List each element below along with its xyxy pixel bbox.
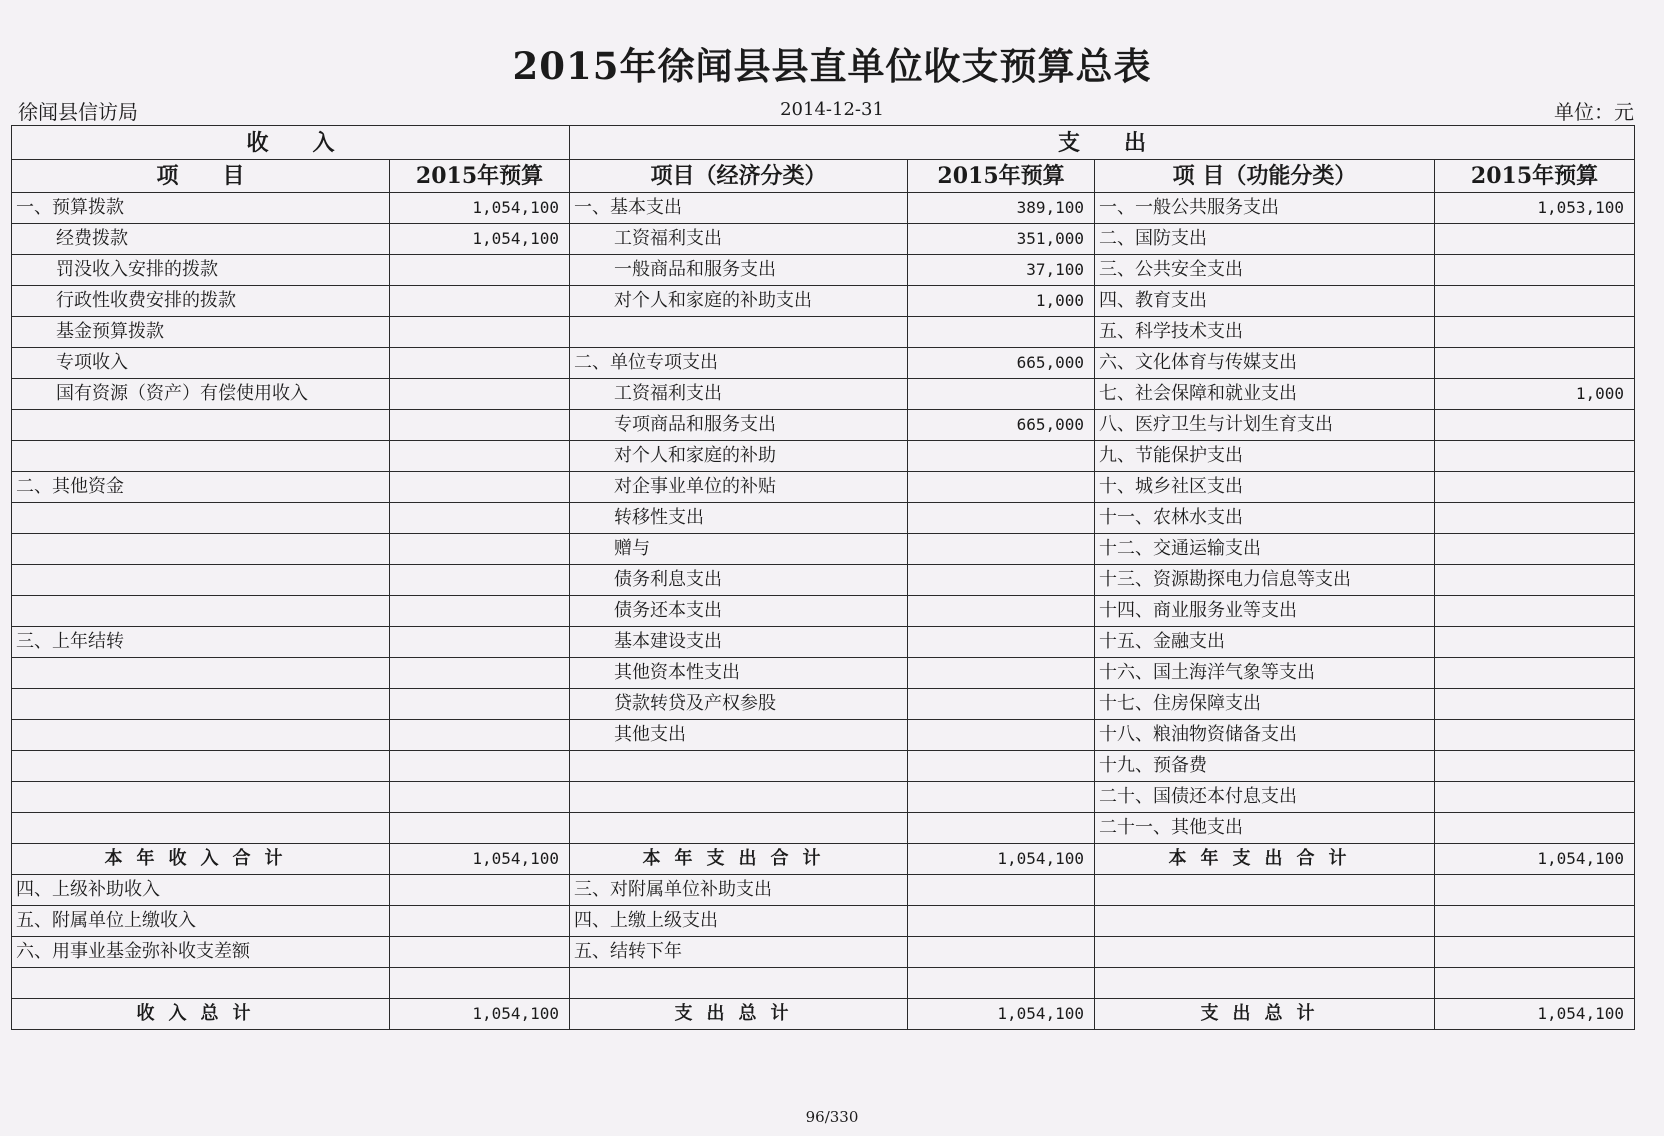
econ-budget-header: 2015年预算: [908, 160, 1095, 193]
table-row: [12, 596, 1635, 627]
income-item: 三、上年结转: [12, 627, 390, 658]
income-item: [12, 968, 390, 999]
econ-budget: 665,000: [908, 410, 1095, 441]
econ-budget: [908, 379, 1095, 410]
income-item: [12, 596, 390, 627]
table-row: [12, 875, 1635, 906]
table-row: [12, 255, 1635, 286]
page-title: 2015年徐闻县县直单位收支预算总表: [512, 44, 1152, 88]
econ-budget: [908, 813, 1095, 844]
header-row-columns: [12, 160, 1635, 193]
table-row: [12, 658, 1635, 689]
table-row: [12, 379, 1635, 410]
budget-table: [11, 125, 1635, 1030]
income-item: [12, 751, 390, 782]
grand-total-row-expense-label: 支出总计: [570, 999, 908, 1030]
econ-item: 基本建设支出: [570, 627, 908, 658]
income-budget: [390, 317, 570, 348]
func-budget: 1,053,100: [1435, 193, 1635, 224]
income-budget: [390, 875, 570, 906]
income-budget: [390, 565, 570, 596]
income-item: 一、预算拨款: [12, 193, 390, 224]
func-item: 五、科学技术支出: [1095, 317, 1435, 348]
income-budget: [390, 534, 570, 565]
income-budget: [390, 906, 570, 937]
econ-budget: [908, 534, 1095, 565]
econ-budget: [908, 596, 1095, 627]
table-row: [12, 410, 1635, 441]
income-budget: [390, 689, 570, 720]
econ-item: 对个人和家庭的补助: [570, 441, 908, 472]
econ-item: 专项商品和服务支出: [570, 410, 908, 441]
func-budget: [1435, 503, 1635, 534]
income-budget: [390, 348, 570, 379]
income-budget: [390, 813, 570, 844]
econ-budget: [908, 875, 1095, 906]
grand-total-row-expense-value: 1,054,100: [908, 999, 1095, 1030]
func-budget: [1435, 348, 1635, 379]
econ-item: 一般商品和服务支出: [570, 255, 908, 286]
currency-unit: 单位：元: [1554, 100, 1634, 124]
econ-budget: [908, 689, 1095, 720]
income-budget-header: 2015年预算: [390, 160, 570, 193]
income-budget: 1,054,100: [390, 224, 570, 255]
econ-budget: 37,100: [908, 255, 1095, 286]
func-budget: [1435, 286, 1635, 317]
econ-item: 三、对附属单位补助支出: [570, 875, 908, 906]
income-item: 五、附属单位上缴收入: [12, 906, 390, 937]
func-item: 三、公共安全支出: [1095, 255, 1435, 286]
econ-item: [570, 968, 908, 999]
func-budget: [1435, 255, 1635, 286]
func-item: 一、一般公共服务支出: [1095, 193, 1435, 224]
econ-item: [570, 317, 908, 348]
grand-total-row-income-value: 1,054,100: [390, 999, 570, 1030]
unit-name: 徐闻县信访局: [18, 100, 138, 124]
func-budget: [1435, 720, 1635, 751]
econ-item: 对个人和家庭的补助支出: [570, 286, 908, 317]
func-item: 十、城乡社区支出: [1095, 472, 1435, 503]
income-budget: [390, 503, 570, 534]
func-item: 二十一、其他支出: [1095, 813, 1435, 844]
income-item: 专项收入: [12, 348, 390, 379]
income-item-header: 项 目: [12, 160, 390, 193]
grand-total-row-income-label: 收入总计: [12, 999, 390, 1030]
func-budget: 1,000: [1435, 379, 1635, 410]
income-budget: [390, 441, 570, 472]
econ-budget: 389,100: [908, 193, 1095, 224]
func-budget: [1435, 441, 1635, 472]
econ-item-header: 项目（经济分类）: [570, 160, 908, 193]
table-row: [12, 937, 1635, 968]
income-budget: [390, 472, 570, 503]
econ-budget: [908, 441, 1095, 472]
report-date: 2014-12-31: [780, 99, 884, 120]
econ-budget: 351,000: [908, 224, 1095, 255]
func-item: [1095, 937, 1435, 968]
grand-total-row-func-value: 1,054,100: [1435, 999, 1635, 1030]
income-item: [12, 658, 390, 689]
func-item: 八、医疗卫生与计划生育支出: [1095, 410, 1435, 441]
econ-item: 债务利息支出: [570, 565, 908, 596]
income-item: 罚没收入安排的拨款: [12, 255, 390, 286]
income-item: 经费拨款: [12, 224, 390, 255]
econ-item: 五、结转下年: [570, 937, 908, 968]
econ-item: 对企事业单位的补贴: [570, 472, 908, 503]
income-item: [12, 720, 390, 751]
income-item: 四、上级补助收入: [12, 875, 390, 906]
econ-item: 债务还本支出: [570, 596, 908, 627]
expense-header: 支 出: [570, 126, 1635, 160]
income-item: 行政性收费安排的拨款: [12, 286, 390, 317]
income-item: 六、用事业基金弥补收支差额: [12, 937, 390, 968]
econ-budget: [908, 782, 1095, 813]
subtotal-row-func-label: 本年支出合计: [1095, 844, 1435, 875]
table-row: [12, 224, 1635, 255]
func-item: 二、国防支出: [1095, 224, 1435, 255]
table-row: [12, 968, 1635, 999]
grand-total-row: [12, 999, 1635, 1030]
income-budget: [390, 410, 570, 441]
econ-item: 其他资本性支出: [570, 658, 908, 689]
income-budget: [390, 658, 570, 689]
table-row: [12, 317, 1635, 348]
income-budget: [390, 782, 570, 813]
table-row: [12, 472, 1635, 503]
income-budget: [390, 286, 570, 317]
subtotal-row-income-value: 1,054,100: [390, 844, 570, 875]
table-row: [12, 720, 1635, 751]
func-item: 十二、交通运输支出: [1095, 534, 1435, 565]
func-item: 六、文化体育与传媒支出: [1095, 348, 1435, 379]
func-budget: [1435, 317, 1635, 348]
func-item: [1095, 875, 1435, 906]
income-budget: [390, 379, 570, 410]
table-row: [12, 565, 1635, 596]
func-budget: [1435, 224, 1635, 255]
income-item: [12, 813, 390, 844]
table-row: [12, 813, 1635, 844]
func-budget: [1435, 937, 1635, 968]
func-item: 七、社会保障和就业支出: [1095, 379, 1435, 410]
func-budget: [1435, 472, 1635, 503]
income-item: [12, 534, 390, 565]
func-budget: [1435, 968, 1635, 999]
page-number: 96/330: [805, 1108, 859, 1126]
econ-item: 转移性支出: [570, 503, 908, 534]
func-item: 十五、金融支出: [1095, 627, 1435, 658]
table-row: [12, 348, 1635, 379]
func-item: 十三、资源勘探电力信息等支出: [1095, 565, 1435, 596]
econ-item: 工资福利支出: [570, 224, 908, 255]
func-budget: [1435, 565, 1635, 596]
func-budget: [1435, 596, 1635, 627]
table-row: [12, 689, 1635, 720]
func-budget: [1435, 627, 1635, 658]
income-item: 国有资源（资产）有偿使用收入: [12, 379, 390, 410]
econ-item: 其他支出: [570, 720, 908, 751]
income-header: 收 入: [12, 126, 570, 160]
func-budget: [1435, 658, 1635, 689]
table-row: [12, 441, 1635, 472]
subtotal-row-func-value: 1,054,100: [1435, 844, 1635, 875]
func-item: 九、节能保护支出: [1095, 441, 1435, 472]
func-item: 十四、商业服务业等支出: [1095, 596, 1435, 627]
table-row: [12, 782, 1635, 813]
table-row: [12, 193, 1635, 224]
econ-budget: [908, 503, 1095, 534]
income-item: 二、其他资金: [12, 472, 390, 503]
income-item: [12, 503, 390, 534]
econ-item: [570, 751, 908, 782]
table-row: [12, 751, 1635, 782]
func-item: 十七、住房保障支出: [1095, 689, 1435, 720]
econ-budget: 1,000: [908, 286, 1095, 317]
econ-budget: [908, 906, 1095, 937]
table-row: [12, 627, 1635, 658]
subtotal-row-expense-value: 1,054,100: [908, 844, 1095, 875]
func-budget: [1435, 875, 1635, 906]
econ-budget: [908, 751, 1095, 782]
econ-item: 一、基本支出: [570, 193, 908, 224]
func-budget: [1435, 813, 1635, 844]
income-item: [12, 441, 390, 472]
econ-budget: 665,000: [908, 348, 1095, 379]
subtotal-row: [12, 844, 1635, 875]
func-item: [1095, 968, 1435, 999]
func-item: 四、教育支出: [1095, 286, 1435, 317]
econ-item: 二、单位专项支出: [570, 348, 908, 379]
econ-budget: [908, 627, 1095, 658]
econ-budget: [908, 565, 1095, 596]
subtotal-row-income-label: 本年收入合计: [12, 844, 390, 875]
func-item: [1095, 906, 1435, 937]
func-budget: [1435, 751, 1635, 782]
func-item-header: 项 目（功能分类）: [1095, 160, 1435, 193]
econ-item: 工资福利支出: [570, 379, 908, 410]
econ-budget: [908, 472, 1095, 503]
income-budget: [390, 627, 570, 658]
econ-budget: [908, 317, 1095, 348]
func-budget: [1435, 410, 1635, 441]
econ-budget: [908, 658, 1095, 689]
func-item: 十一、农林水支出: [1095, 503, 1435, 534]
econ-item: [570, 782, 908, 813]
income-budget: [390, 751, 570, 782]
func-budget: [1435, 689, 1635, 720]
table-row: [12, 286, 1635, 317]
func-budget-header: 2015年预算: [1435, 160, 1635, 193]
income-item: [12, 782, 390, 813]
income-budget: [390, 255, 570, 286]
func-budget: [1435, 782, 1635, 813]
income-item: 基金预算拨款: [12, 317, 390, 348]
income-budget: [390, 937, 570, 968]
table-row: [12, 906, 1635, 937]
func-item: 十六、国土海洋气象等支出: [1095, 658, 1435, 689]
func-budget: [1435, 534, 1635, 565]
table-row: [12, 503, 1635, 534]
econ-budget: [908, 968, 1095, 999]
grand-total-row-func-label: 支出总计: [1095, 999, 1435, 1030]
income-item: [12, 689, 390, 720]
income-item: [12, 565, 390, 596]
table-row: [12, 534, 1635, 565]
header-row-group: [12, 126, 1635, 160]
func-item: 二十、国债还本付息支出: [1095, 782, 1435, 813]
econ-item: 赠与: [570, 534, 908, 565]
econ-item: 四、上缴上级支出: [570, 906, 908, 937]
income-item: [12, 410, 390, 441]
subtotal-row-expense-label: 本年支出合计: [570, 844, 908, 875]
econ-item: 贷款转贷及产权参股: [570, 689, 908, 720]
func-budget: [1435, 906, 1635, 937]
income-budget: 1,054,100: [390, 193, 570, 224]
econ-budget: [908, 720, 1095, 751]
income-budget: [390, 596, 570, 627]
income-budget: [390, 720, 570, 751]
func-item: 十八、粮油物资储备支出: [1095, 720, 1435, 751]
econ-budget: [908, 937, 1095, 968]
income-budget: [390, 968, 570, 999]
econ-item: [570, 813, 908, 844]
func-item: 十九、预备费: [1095, 751, 1435, 782]
